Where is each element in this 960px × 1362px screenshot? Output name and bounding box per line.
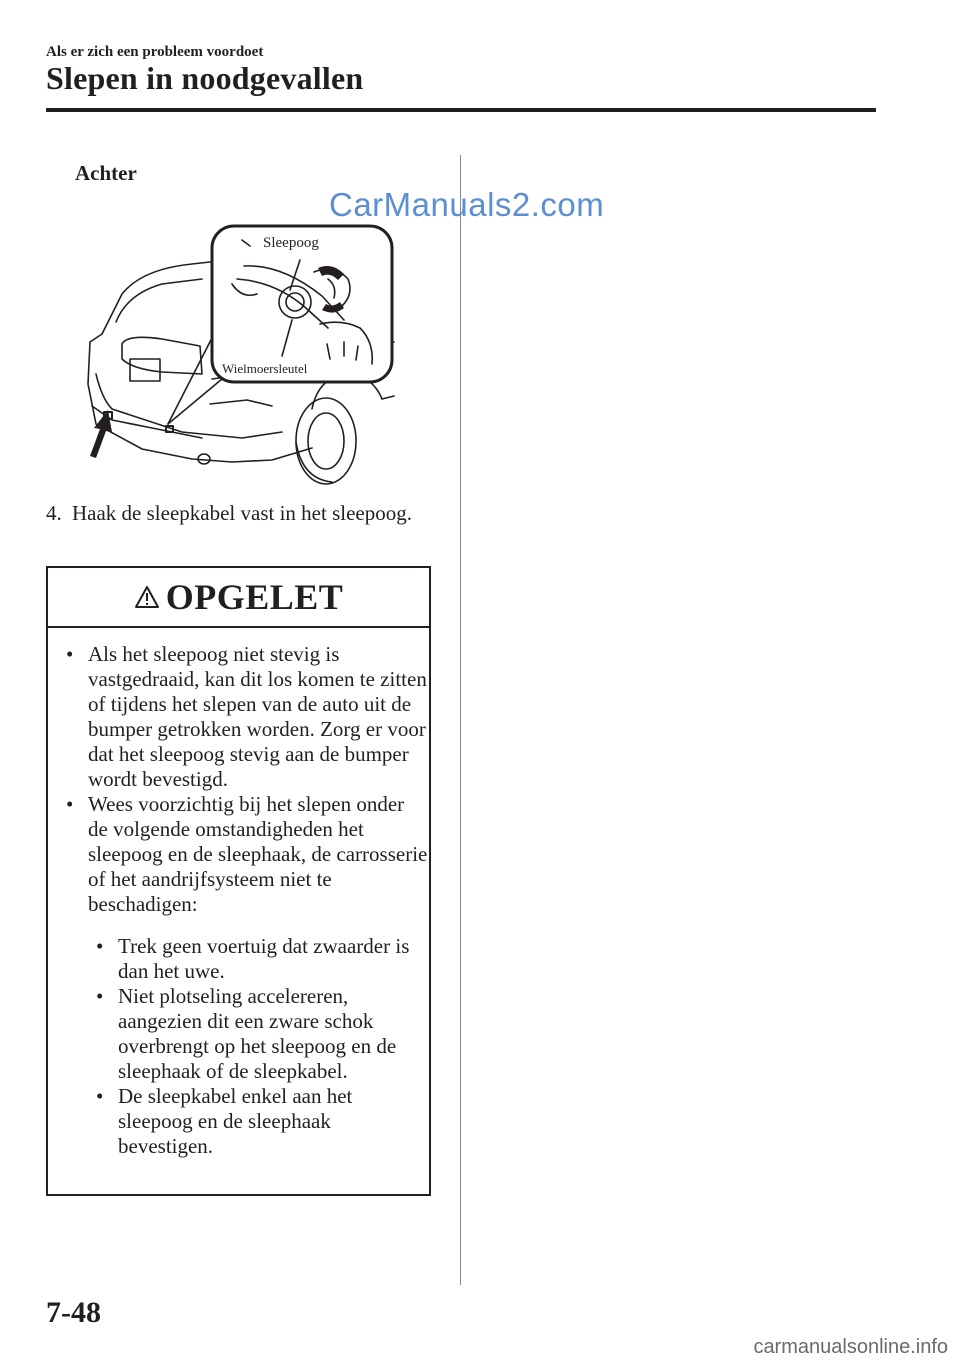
header-rule: [46, 108, 876, 112]
subheading-rear: Achter: [75, 161, 137, 185]
page-title: Slepen in noodgevallen: [46, 60, 364, 96]
warning-triangle-icon: [134, 585, 160, 609]
caution-body: [48, 628, 429, 1159]
rear-tow-eye-illustration: [82, 224, 397, 486]
step-number: 4.: [46, 501, 62, 525]
caution-title: OPGELET: [165, 577, 344, 617]
bullet-dot-icon: •: [66, 792, 74, 816]
step-4: [46, 500, 446, 526]
section-label: Als er zich een probleem voordoet: [46, 44, 264, 60]
bullet-dot-icon: •: [96, 984, 104, 1008]
bullet-dot-icon: •: [66, 642, 74, 666]
caution-subitem: • Trek geen voertuig dat zwaarder is dan het uwe.: [96, 934, 410, 983]
bullet-dot-icon: •: [96, 1084, 104, 1108]
bullet-dot-icon: •: [96, 934, 104, 958]
caution-box: [46, 566, 431, 1196]
caution-item: • Wees voorzichtig bij het slepen onder de volgende omstandigheden het sleepoog en de sleephaak, de carrosserie of het aandrijfsysteem niet te beschadigen:: [66, 792, 428, 916]
footer-site-watermark: carmanualsonline.info: [753, 1336, 948, 1358]
caution-subitem: • Niet plotseling accelereren, aangezien dit een zware schok overbrengt op het sleepoog en de sleephaak of de sleepkabel.: [96, 984, 397, 1083]
column-divider: [460, 155, 461, 1285]
watermark-text: CarManuals2.com: [329, 186, 605, 223]
label-wheel-nut-wrench: Wielmoersleutel: [222, 361, 308, 376]
caution-item: • Als het sleepoog niet stevig is vastgedraaid, kan dit los komen te zitten of tijdens het slepen van de auto uit de bumper getrokken worden. Zorg er voor dat het sleepoog stevig aan de bumper wordt bevestigd.: [66, 642, 427, 791]
caution-header: [48, 568, 429, 628]
step-text: Haak de sleepkabel vast in het sleepoog.: [72, 501, 412, 525]
caution-sub-list: [92, 934, 429, 1159]
page-number: 7-48: [46, 1296, 101, 1329]
caution-subitem: • De sleepkabel enkel aan het sleepoog en de sleephaak bevestigen.: [96, 1084, 353, 1158]
label-tow-eye: Sleepoog: [263, 235, 319, 251]
